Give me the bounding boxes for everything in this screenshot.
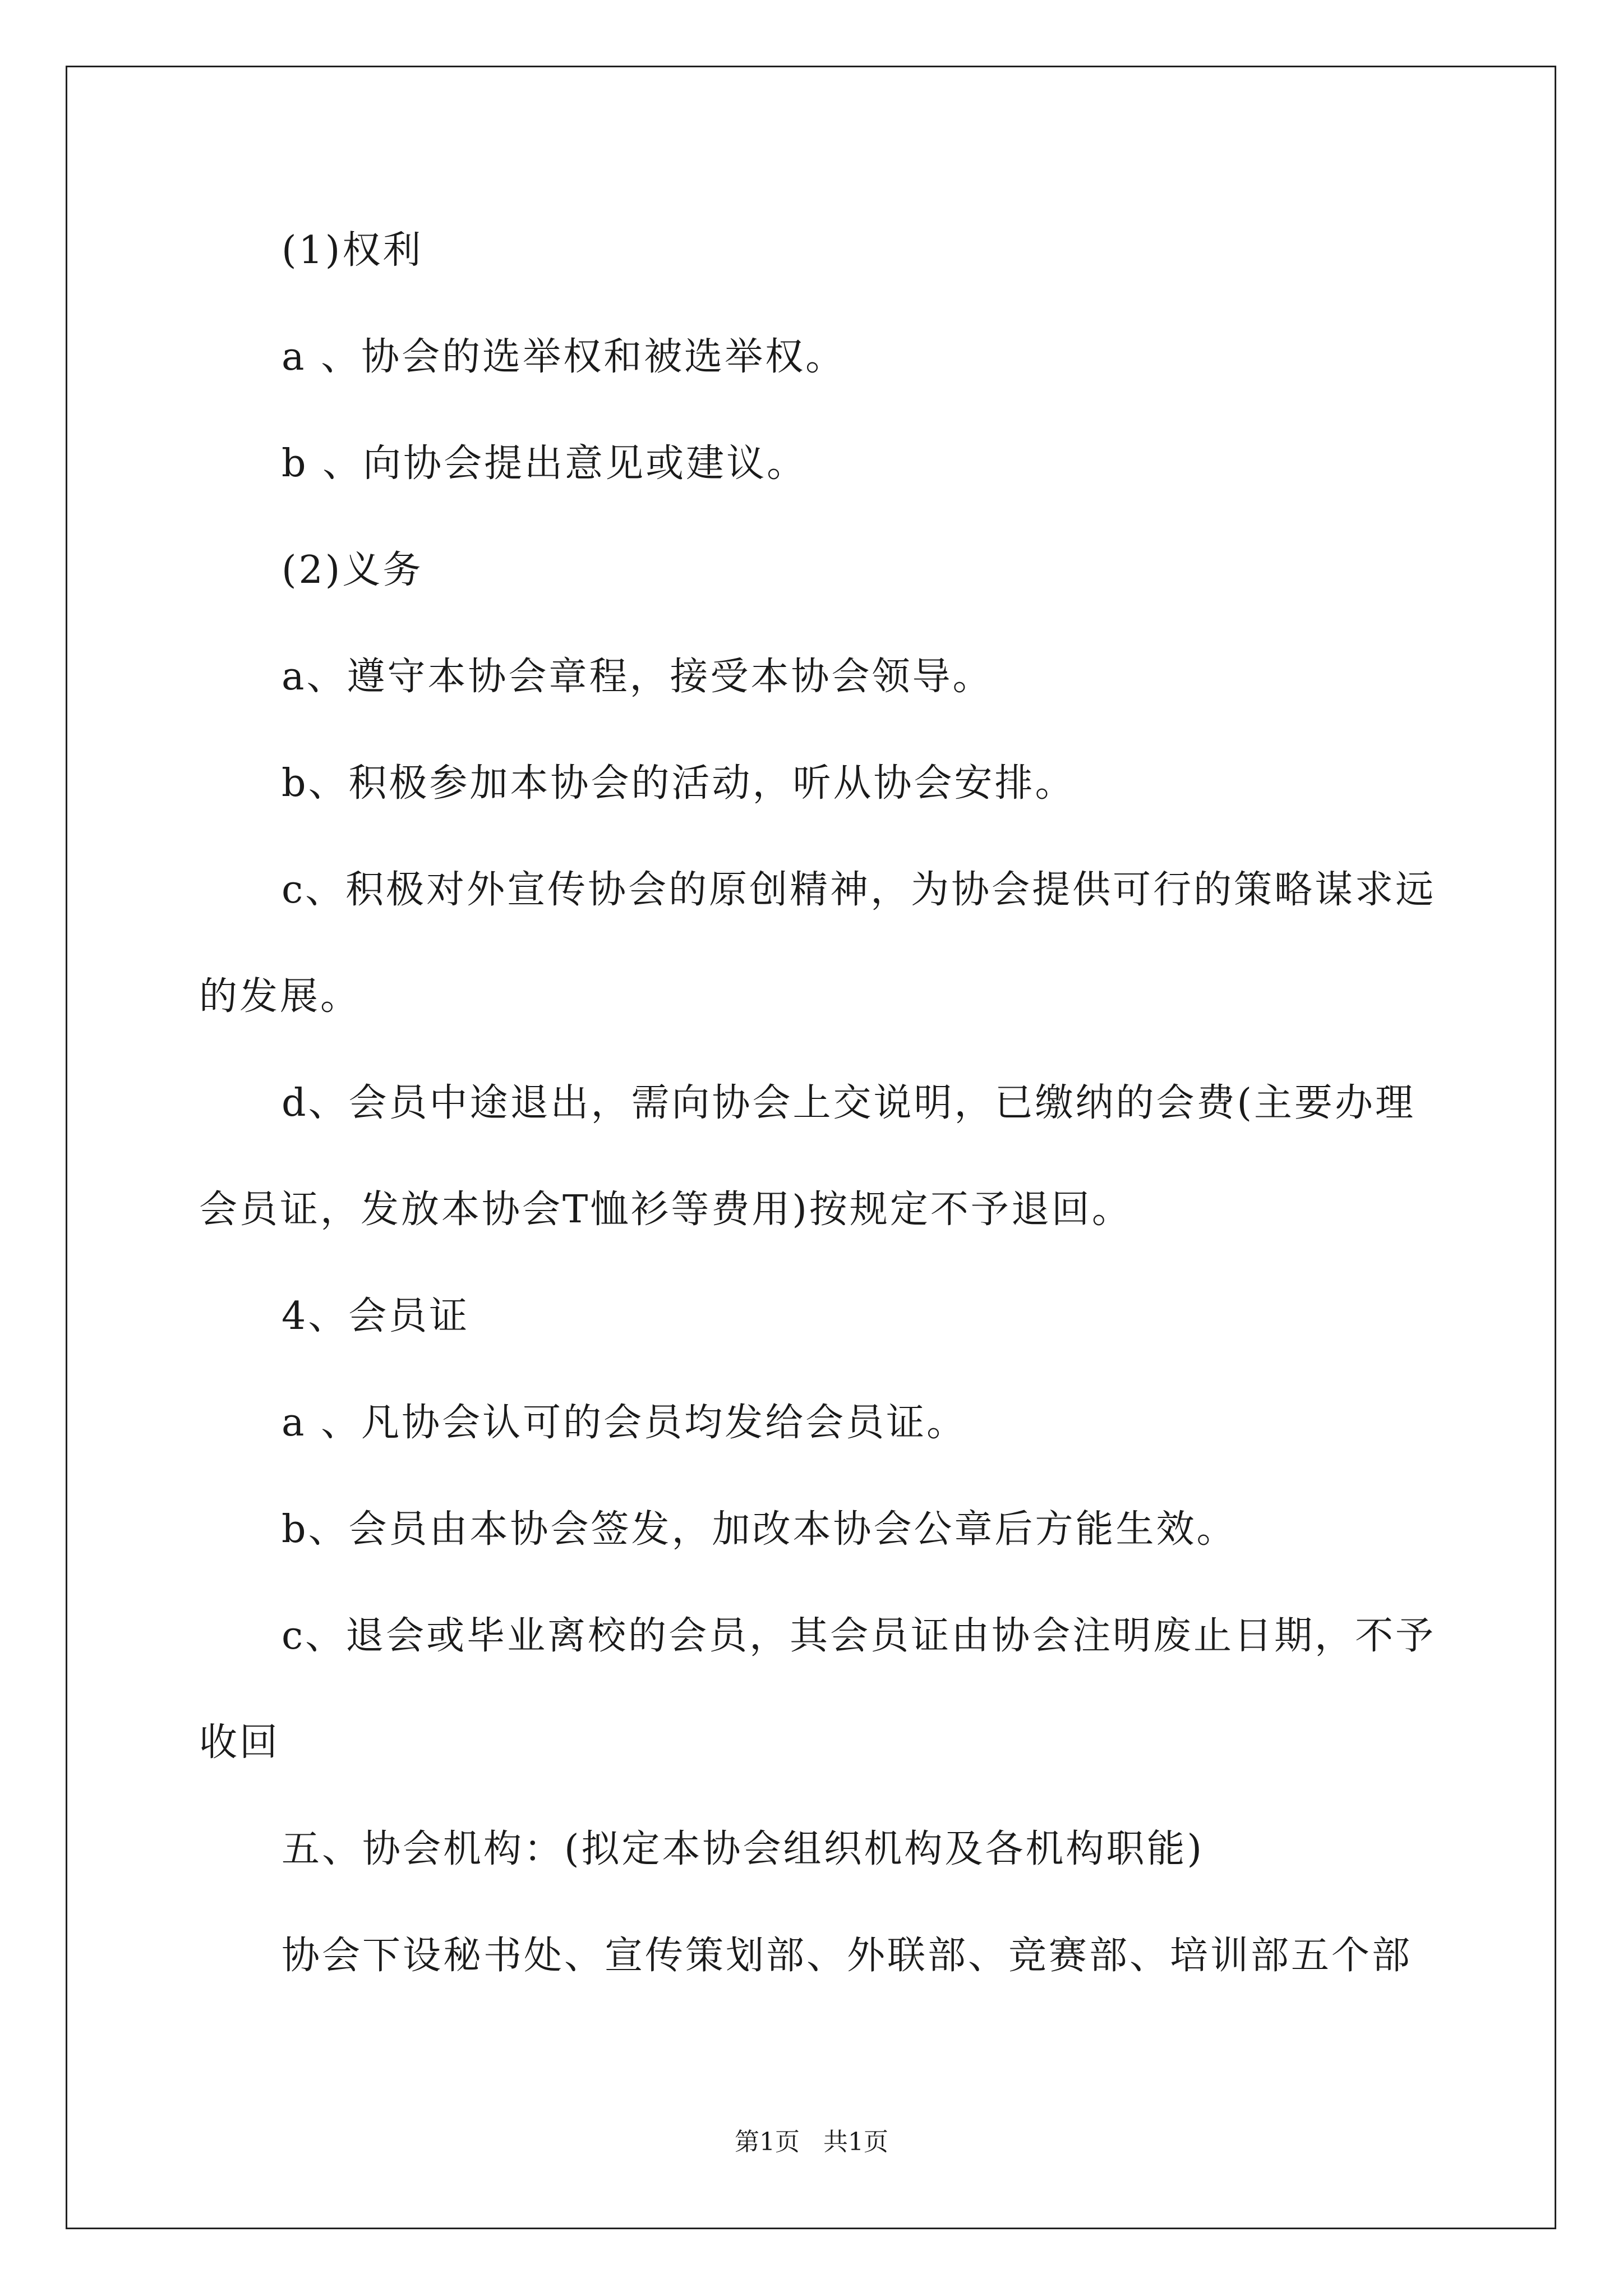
heading-membership-card: 4、会员证 — [282, 1294, 470, 1338]
paragraph-line: 会员证，发放本协会T恤衫等费用)按规定不予退回。 — [199, 1188, 1132, 1232]
paragraph-line: 收回 — [199, 1720, 280, 1765]
heading-organization: 五、协会机构：(拟定本协会组织机构及各机构职能) — [282, 1827, 1205, 1871]
paragraph-line: d、会员中途退出，需向协会上交说明，已缴纳的会费(主要办理 — [282, 1081, 1416, 1125]
paragraph-line: b 、向协会提出意见或建议。 — [282, 441, 808, 486]
heading-duties: (2)义务 — [282, 548, 423, 592]
paragraph-line: a、遵守本协会章程，接受本协会领导。 — [282, 655, 993, 699]
paragraph-line: a 、协会的选举权和被选举权。 — [282, 335, 846, 379]
paragraph-line: b、积极参加本协会的活动，听从协会安排。 — [282, 761, 1076, 806]
paragraph-line: 的发展。 — [199, 974, 361, 1019]
paragraph-line: a 、凡协会认可的会员均发给会员证。 — [282, 1401, 967, 1445]
page-border — [66, 66, 1556, 2229]
paragraph-line: c、积极对外宣传协会的原创精神，为协会提供可行的策略谋求远 — [282, 868, 1436, 912]
paragraph-line: 协会下设秘书处、宣传策划部、外联部、竞赛部、培训部五个部 — [282, 1934, 1413, 1978]
page-footer: 第1页 共1页 — [735, 2128, 888, 2156]
heading-rights: (1)权利 — [282, 228, 423, 273]
paragraph-line: b、会员由本协会签发，加改本协会公章后方能生效。 — [282, 1507, 1237, 1552]
paragraph-line: c、退会或毕业离校的会员，其会员证由协会注明废止日期，不予 — [282, 1614, 1436, 1658]
